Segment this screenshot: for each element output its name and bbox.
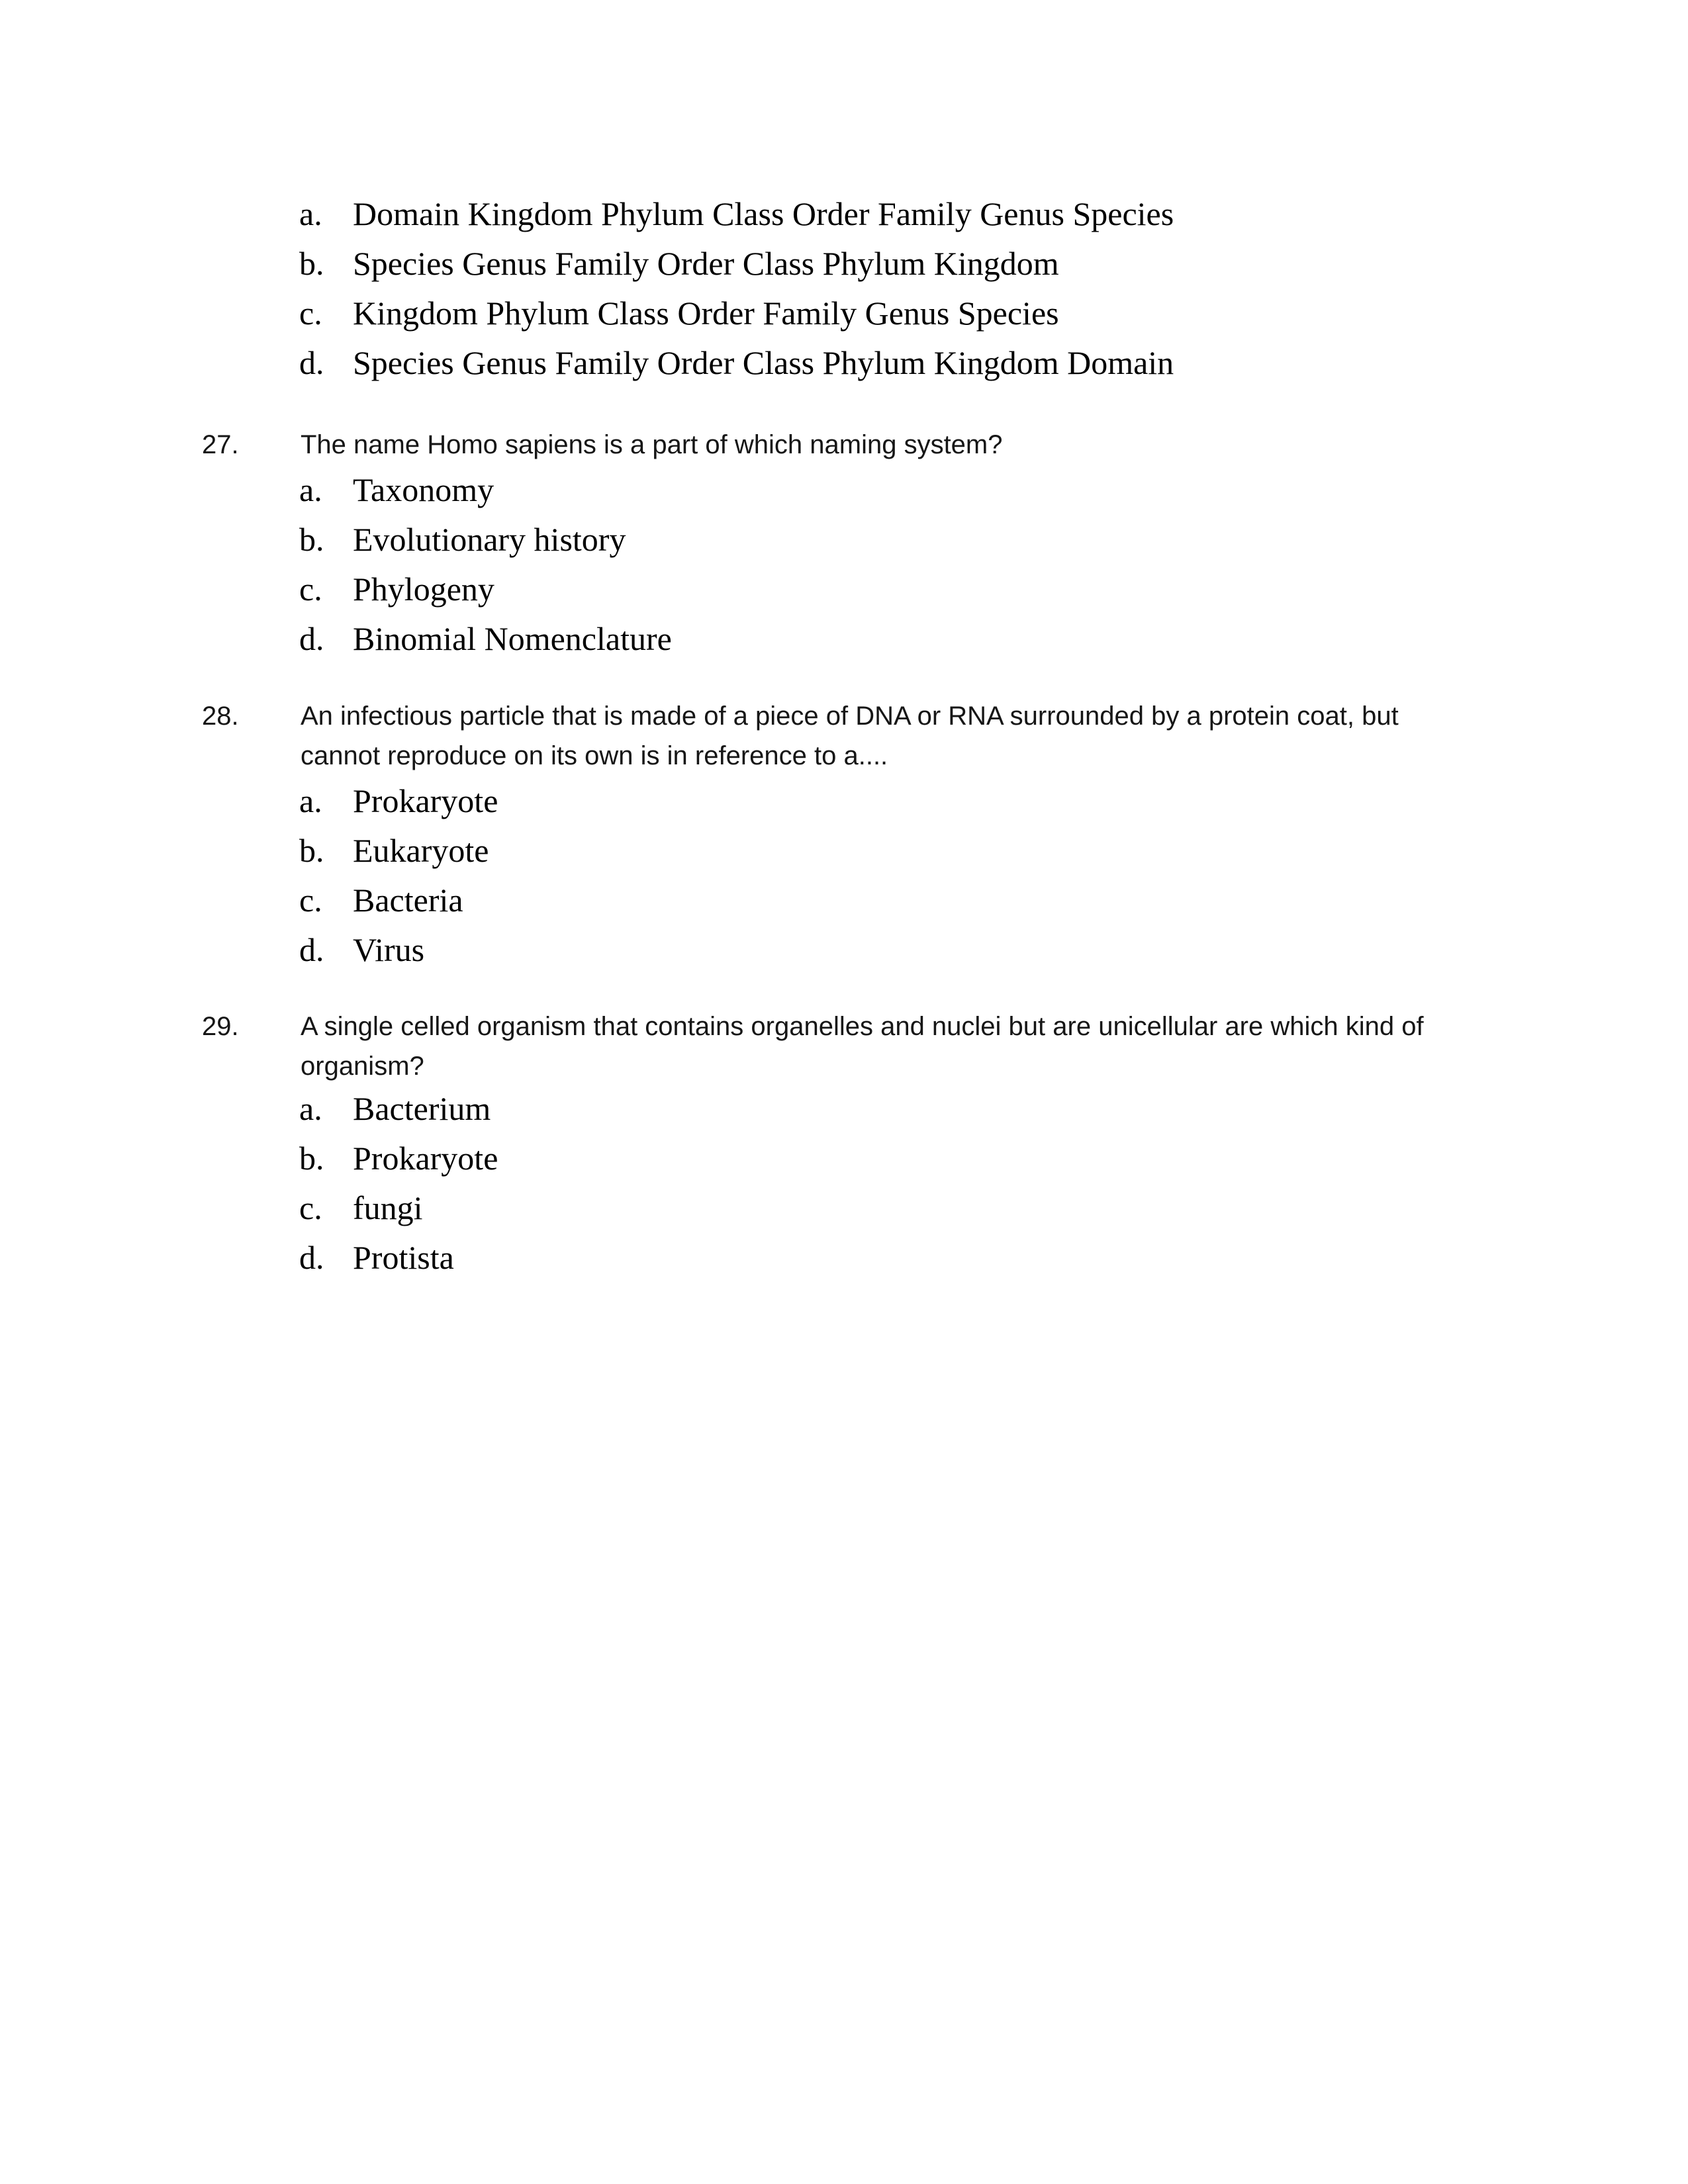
option-text: Binomial Nomenclature xyxy=(353,620,672,657)
question-text-line: A single celled organism that contains organelles and nuclei but are unicellular are which kind of xyxy=(301,1012,1424,1041)
option-letter: b. xyxy=(299,1140,324,1177)
option-row xyxy=(299,776,498,826)
option-text: Kingdom Phylum Class Order Family Genus Species xyxy=(353,295,1059,332)
option-letter: b. xyxy=(299,521,324,558)
option-row xyxy=(299,289,1174,338)
option-letter: c. xyxy=(299,1189,322,1226)
question-text-line: The name Homo sapiens is a part of which naming system? xyxy=(301,430,1003,459)
question-text-line: An infectious particle that is made of a piece of DNA or RNA surrounded by a protein coat, but xyxy=(301,702,1399,731)
option-row xyxy=(299,925,498,975)
question-text-line: organism? xyxy=(301,1052,424,1081)
option-row xyxy=(299,465,672,515)
option-row xyxy=(299,876,498,925)
option-row xyxy=(299,239,1174,289)
question-27-text xyxy=(301,425,1003,465)
option-letter: d. xyxy=(299,1239,324,1276)
option-letter: b. xyxy=(299,832,324,869)
question-29-text xyxy=(301,1007,1424,1086)
option-letter: d. xyxy=(299,344,324,381)
question-text-line: cannot reproduce on its own is in reference to a.... xyxy=(301,741,888,770)
option-letter: a. xyxy=(299,471,322,508)
option-letter: c. xyxy=(299,570,322,608)
option-row xyxy=(299,1233,498,1283)
option-text: Prokaryote xyxy=(353,782,498,819)
option-text: Evolutionary history xyxy=(353,521,626,558)
question-29-number: 29. xyxy=(202,1012,239,1041)
option-text: Taxonomy xyxy=(353,471,494,508)
option-text: Prokaryote xyxy=(353,1140,498,1177)
option-letter: c. xyxy=(299,882,322,919)
option-letter: a. xyxy=(299,1090,322,1127)
option-row xyxy=(299,515,672,565)
option-row xyxy=(299,1134,498,1183)
option-row xyxy=(299,1084,498,1134)
option-text: Eukaryote xyxy=(353,832,489,869)
option-text: Species Genus Family Order Class Phylum Kingdom xyxy=(353,245,1059,282)
option-row xyxy=(299,565,672,614)
option-letter: d. xyxy=(299,620,324,657)
option-letter: c. xyxy=(299,295,322,332)
option-text: Bacterium xyxy=(353,1090,491,1127)
option-letter: b. xyxy=(299,245,324,282)
option-row xyxy=(299,1183,498,1233)
option-letter: d. xyxy=(299,931,324,968)
option-text: Protista xyxy=(353,1239,454,1276)
question-29-options-list xyxy=(299,1084,498,1283)
question-27-options-list xyxy=(299,465,672,664)
option-text: Species Genus Family Order Class Phylum Kingdom Domain xyxy=(353,344,1174,381)
option-text: Phylogeny xyxy=(353,570,494,608)
question-27-number: 27. xyxy=(202,430,239,459)
option-row xyxy=(299,614,672,664)
question-28-text xyxy=(301,696,1399,776)
question-26-options-list xyxy=(299,189,1174,388)
option-text: Bacteria xyxy=(353,882,463,919)
option-text: Domain Kingdom Phylum Class Order Family Genus Species xyxy=(353,195,1174,232)
question-28-number: 28. xyxy=(202,702,239,731)
option-letter: a. xyxy=(299,782,322,819)
option-text: Virus xyxy=(353,931,425,968)
option-row xyxy=(299,338,1174,388)
question-28-options-list xyxy=(299,776,498,975)
option-letter: a. xyxy=(299,195,322,232)
option-text: fungi xyxy=(353,1189,423,1226)
option-row xyxy=(299,189,1174,239)
option-row xyxy=(299,826,498,876)
